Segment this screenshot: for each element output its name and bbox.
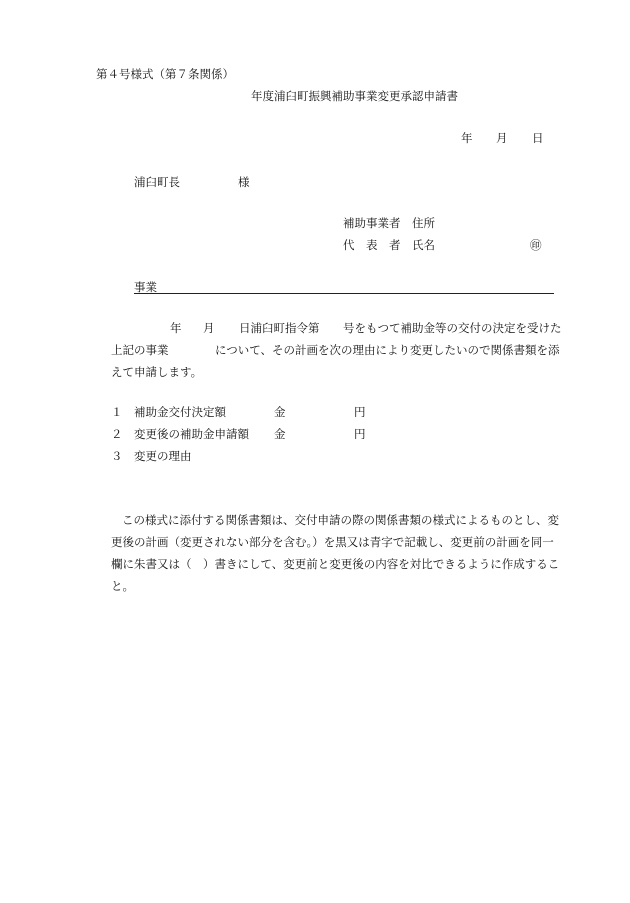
item-2-prefix: 金 [274,427,286,441]
seal-mark: ㊞ [530,238,542,252]
body-line3: えて申請します。 [111,365,203,379]
addressee-honorific: 様 [238,175,250,189]
item-3-label: 変更の理由 [134,449,192,463]
note-line-2: 更後の計画（変更されない部分を含む。）を黒又は青字で記載し、変更前の計画を同一 [111,535,554,549]
body-day-text: 日浦臼町指令第 [239,321,320,335]
document-title: 年度浦臼町振興補助事業変更承認申請書 [251,89,458,103]
project-label: 事業 [134,280,157,294]
item-1-unit: 円 [354,405,366,419]
date-month: 月 [496,131,508,145]
body-year: 年 [170,321,182,335]
item-1-num: １ [111,405,123,419]
item-2-num: ２ [111,427,123,441]
body-line2-rest: について、その計画を次の理由により変更したいので関係書類を添 [215,343,560,357]
addressee-name: 浦臼町長 [134,175,180,189]
body-month: 月 [203,321,215,335]
applicant-rep-label: 代 表 者 [343,238,401,252]
body-line1-rest: 号をもつて補助金等の交付の決定を受けた [343,321,562,335]
project-underline [134,293,554,294]
note-line-4: と。 [111,579,134,593]
note-line-1: この様式に添付する関係書類は、交付申請の際の関係書類の様式によるものとし、変 [122,513,559,527]
date-year: 年 [461,131,473,145]
applicant-role-label: 補助事業者 [343,216,401,230]
form-number: 第４号様式（第７条関係） [96,67,234,81]
body-line2-start: 上記の事業 [111,343,169,357]
date-day: 日 [532,131,544,145]
item-2-unit: 円 [354,427,366,441]
item-2-label: 変更後の補助金申請額 [134,427,249,441]
item-1-label: 補助金交付決定額 [134,405,226,419]
note-line-3: 欄に朱書又は（ ）書きにして、変更前と変更後の内容を対比できるように作成するこ [111,557,560,571]
item-3-num: ３ [111,449,123,463]
applicant-name-label: 氏名 [412,238,435,252]
applicant-address-label: 住所 [412,216,435,230]
item-1-prefix: 金 [274,405,286,419]
